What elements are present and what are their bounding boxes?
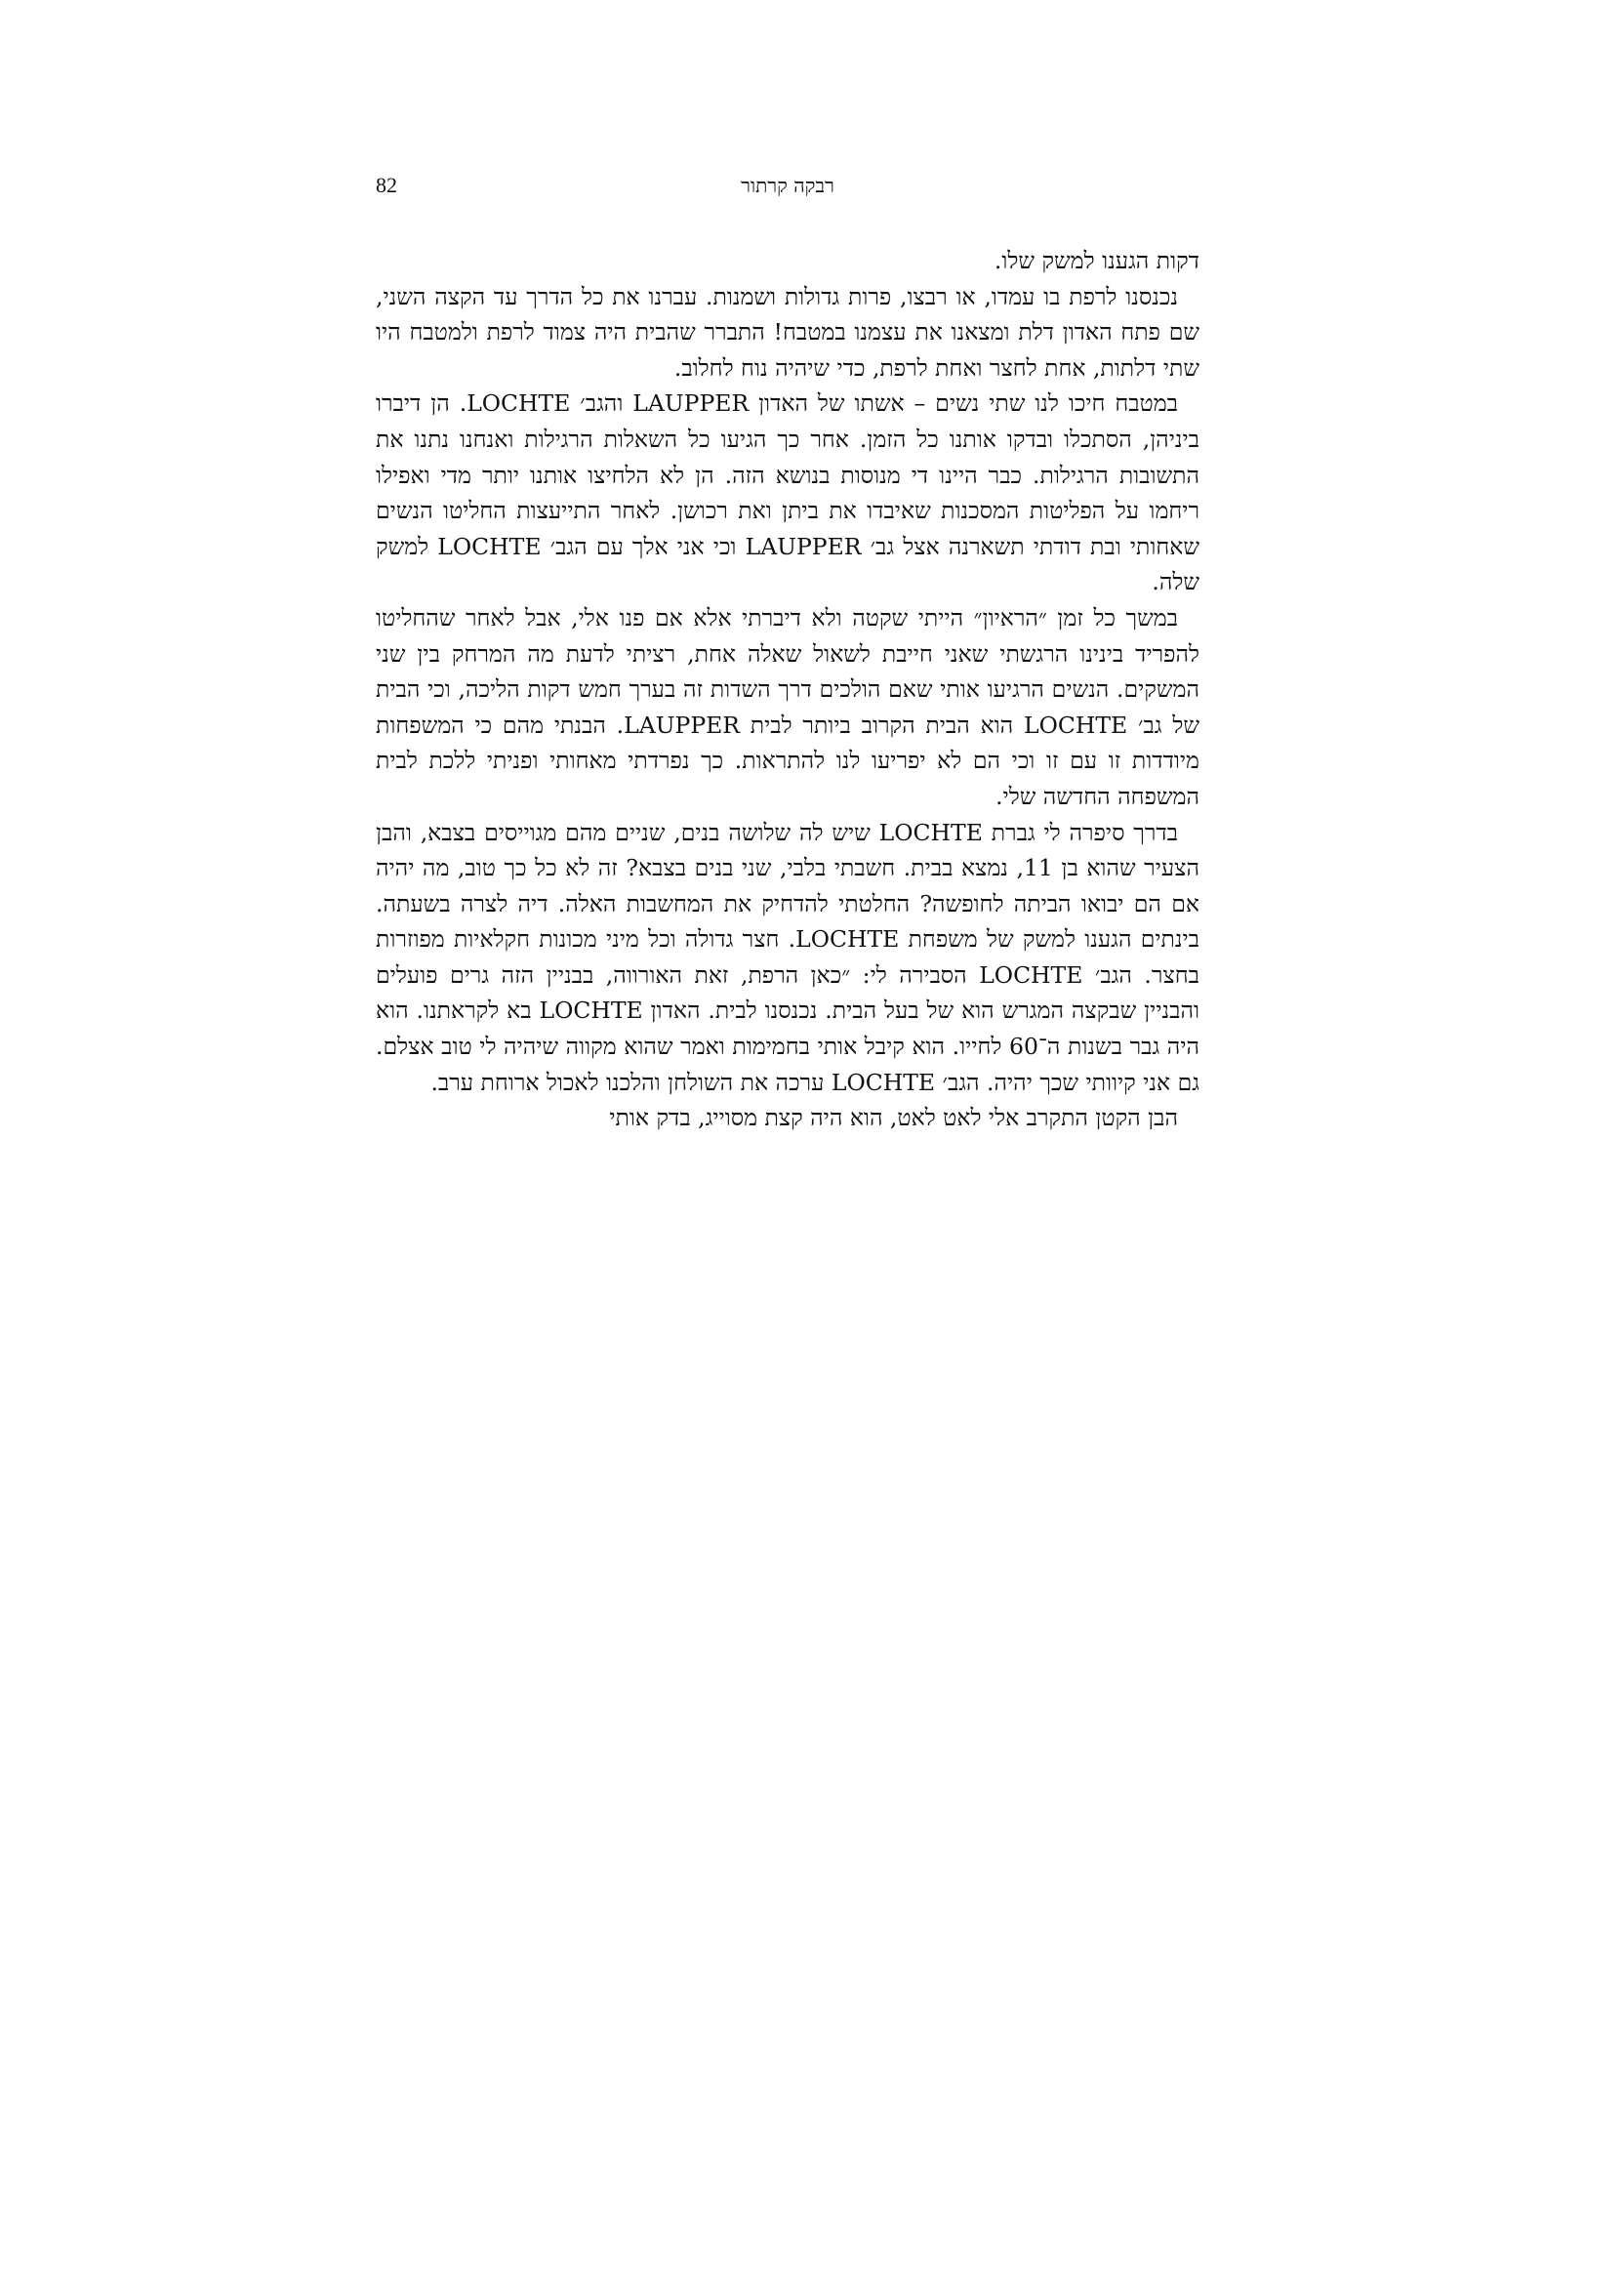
paragraph: דקות הגענו למשק שלו. <box>994 247 1199 274</box>
paragraph: במשך כל זמן ״הראיון״ הייתי שקטה ולא דיברתי אלא אם פנו אלי, אבל לאחר שהחליטו להפריד בינינו הרגשתי שאני חייבת לשאול שאלה אחת, רציתי לדעת מה המרחק בין שני המשקים. הנשים הרגיעו אותי שאם הולכים דרך השדות זה בערך חמש דקות הליכה, וכי הבית של גב׳ LOCHTE הוא הבית הקרוב ביותר לבית LAUPPER. הבנתי מהם כי המשפחות מיודדות זו עם זו וכי הם לא יפריעו לנו להתראות. כך נפרדתי מאחותי ופניתי ללכת לבית המשפחה החדשה שלי. <box>376 603 1199 810</box>
paragraph: בדרך סיפרה לי גברת LOCHTE שיש לה שלושה בנים, שניים מהם מגוייסים בצבא, והבן הצעיר שהוא בן 11, נמצא בבית. חשבתי בלבי, שני בנים בצבא? זה לא כל כך טוב, מה יהיה אם הם יבואו הביתה לחופשה? החלטתי להדחיק את המחשבות האלה. דיה לצרה בשעתה. בינתים הגענו למשק של משפחת LOCHTE. חצר גדולה וכל מיני מכונות חקלאיות מפוזרות בחצר. הגב׳ LOCHTE הסבירה לי: ״כאן הרפת, זאת האורווה, בבניין הזה גרים פועלים והבניין שבקצה המגרש הוא של בעל הבית. נכנסנו לבית. האדון LOCHTE בא לקראתנו. הוא היה גבר בשנות ה־60 לחייו. הוא קיבל אותי בחמימות ואמר שהוא מקווה שיהיה לי טוב אצלם. גם אני קיוותי שכך יהיה. הגב׳ LOCHTE ערכה את השולחן והלכנו לאכול ארוחת ערב. <box>376 818 1200 1096</box>
running-title: רבקה קרתור <box>741 174 834 197</box>
paragraph: נכנסנו לרפת בו עמדו, או רבצו, פרות גדולות ושמנות. עברנו את כל הדרך עד הקצה השני, שם פתח האדון דלת ומצאנו את עצמנו במטבח! התברר שהבית היה צמוד לרפת ולמטבח היו שתי דלתות, אחת לחצר ואחת לרפת, כדי שיהיה נוח לחלוב. <box>376 282 1199 382</box>
running-header <box>376 172 1199 199</box>
body-text <box>376 243 1199 1136</box>
paragraph: במטבח חיכו לנו שתי נשים – אשתו של האדון LAUPPER והגב׳ LOCHTE. הן דיברו ביניהן, הסתכלו ובדקו אותנו כל הזמן. אחר כך הגיעו כל השאלות הרגילות ואנחנו נתנו את התשובות הרגילות. כבר היינו די מנוסות בנושא הזה. הן לא הלחיצו אותנו יותר מדי ואפילו ריחמו על הפליטות המסכנות שאיבדו את ביתן ואת רכושן. לאחר התייעצות החליטו הנשים שאחותי ובת דודתי תשארנה אצל גב׳ LAUPPER וכי אני אלך עם הגב׳ LOCHTE למשק שלה. <box>376 389 1200 596</box>
page-number: 82 <box>376 173 397 197</box>
paragraph: הבן הקטן התקרב אלי לאט לאט, הוא היה קצת מסוייג, בדק אותי <box>609 1104 1178 1132</box>
